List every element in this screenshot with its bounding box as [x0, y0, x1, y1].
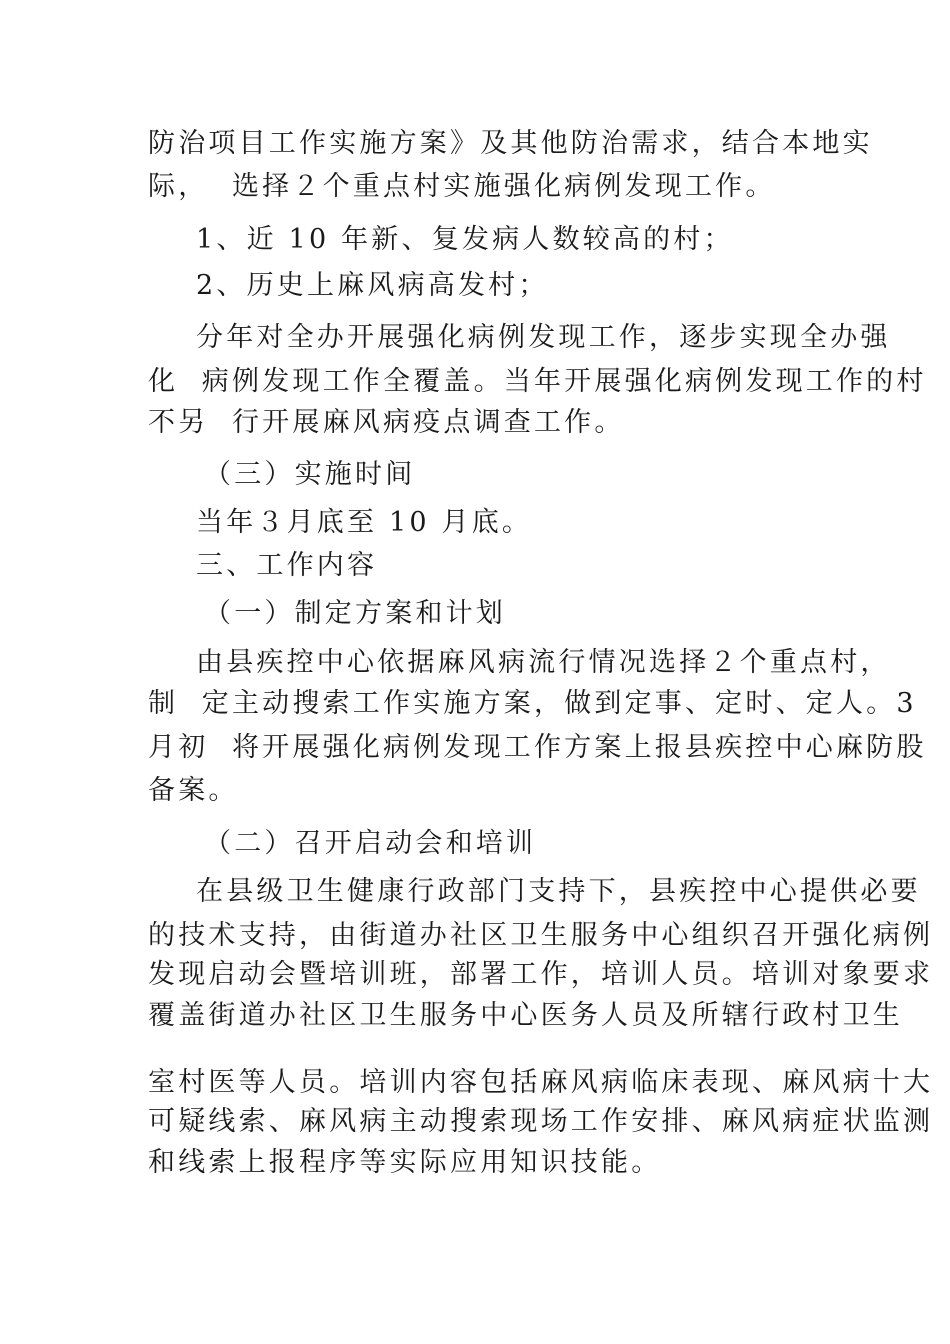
text-line: 在县级卫生健康行政部门支持下，县疾控中心提供必要 — [196, 876, 921, 907]
text-line: 备案。 — [148, 775, 239, 806]
text-line: 分年对全办开展强化病例发现工作，逐步实现全办强 — [196, 322, 891, 353]
section-heading: （二）召开启动会和培训 — [204, 828, 537, 859]
text-line: 际， 选择２个重点村实施强化病例发现工作。 — [148, 171, 776, 202]
text-line: 室村医等人员。培训内容包括麻风病临床表现、麻风病十大 — [148, 1067, 934, 1098]
text-line: 由县疾控中心依据麻风病流行情况选择２个重点村， — [196, 647, 891, 678]
text-line: 发现启动会暨培训班，部署工作，培训人员。培训对象要求 — [148, 959, 934, 990]
section-heading: 三、工作内容 — [196, 550, 378, 581]
text-line: 制 定主动搜索工作实施方案，做到定事、定时、定人。3 — [148, 688, 917, 719]
text-line: 覆盖街道办社区卫生服务中心医务人员及所辖行政村卫生 — [148, 1000, 903, 1031]
text-line: 月初 将开展强化病例发现工作方案上报县疾控中心麻防股 — [148, 732, 927, 763]
section-heading: （三）实施时间 — [204, 459, 416, 490]
text-line: 不另 行开展麻风病疫点调查工作。 — [148, 407, 625, 438]
text-line: 当年３月底至 10 月底。 — [196, 507, 533, 538]
text-line: 化 病例发现工作全覆盖。当年开展强化病例发现工作的村 — [148, 366, 927, 397]
list-item: 1、近 10 年新、复发病人数较高的村； — [196, 224, 734, 255]
text-line: 的技术支持，由街道办社区卫生服务中心组织召开强化病例 — [148, 920, 934, 951]
text-line: 防治项目工作实施方案》及其他防治需求，结合本地实 — [148, 128, 873, 159]
section-heading: （一）制定方案和计划 — [204, 598, 506, 629]
text-line: 可疑线索、麻风病主动搜索现场工作安排、麻风病症状监测 — [148, 1106, 934, 1137]
list-item: 2、历史上麻风病高发村； — [196, 270, 549, 301]
text-line: 和线索上报程序等实际应用知识技能。 — [148, 1147, 662, 1178]
